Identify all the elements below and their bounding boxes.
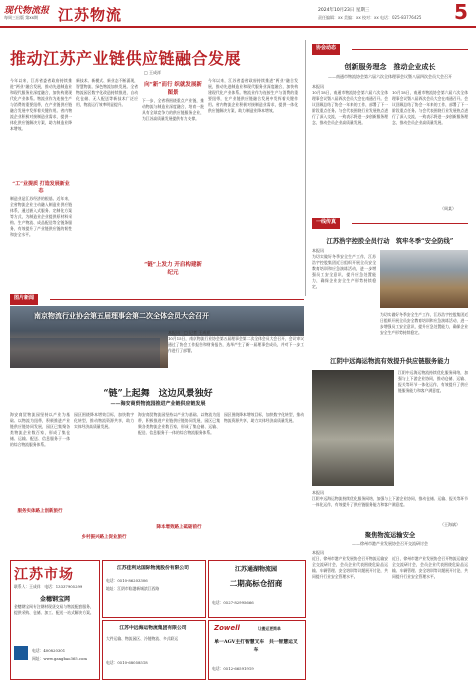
issue-date: 2024年10月23日 星期三 <box>318 8 370 13</box>
meeting-photo-overlay <box>10 338 160 368</box>
jiangyin-body: 江阴中远海运物流持续优化服务网络，加强与上下游企业协同，推动仓储、运输、报关等环节一体化运作，有效提升了供应链服务能力和客户满意度。 <box>398 370 468 393</box>
safety-title: 聚焦物流运输安全 <box>364 532 416 539</box>
association-credit: （周某） <box>440 206 456 211</box>
jiangyin-credit: （王海斌） <box>440 522 460 527</box>
ad-jinsui-tel: 电话：400820301 <box>32 648 66 653</box>
staff-line: 责任编辑：xx 美编：xx 校对：xx 电话：025-83776425 <box>318 15 422 20</box>
haian-body-col4: 园区围绕降本增效目标，加快数字化转型，推动物流资源共享，助力实体经济高质量发展。 <box>224 412 304 423</box>
ad-jinsui-body: 金穗钢宝网专注钢材现货交易与物流配套服务，提供采购、仓储、加工、配送一站式解决方案。 <box>14 604 94 615</box>
jiangyin-title: 江阴中远海运物流有效提升供应链服务能力 <box>330 358 450 365</box>
frontline-body: 为切实做好冬季安全生产工作，江苏浩宇控股集团近日组织开展全员安全教育培训和应急演练活动，进一步增强员工安全意识，提升应急处置能力，确保企业安全生产形势持续稳定。 <box>312 254 376 289</box>
masthead-sub: 每周三出版 第xx期 <box>4 15 39 20</box>
safety-body-col1: 近日，徐州市港产业发展协会召开物流运输安全交流研讨会，会员企业代表围绕危险品运输、车辆管理、安全培训等议题展开讨论，共同提升行业安全管理水平。 <box>312 556 388 579</box>
haian-subhead-3: 降本增效路上砥砺前行 <box>156 525 202 530</box>
lead-byline: □ 王成祥 <box>144 70 162 75</box>
lead-body-col2: 新技术、新模式、新业态不断涌现，智慧物流、绿色物流加快发展。全省物流园区数字化改造持续推进，自动化仓储、无人配送等新技术广泛应用，物流运行效率明显提升。 <box>76 78 138 107</box>
association-subtitle: ——南通市物流协会第六届六次全体理事会议暨八届四次会员大会召开 <box>328 74 452 79</box>
haian-body-col3: 海安商贸物流园坚持以产业为基础、以物流为纽带，积极推进产业链供应链协同发展，园区已集聚各类物流企业数百家，形成了集仓储、运输、配送、信息服务于一体的综合物流服务体系。 <box>138 412 220 435</box>
ad-jialida-title: 江苏佳利达国际物流股份有限公司 <box>117 565 189 571</box>
haian-subhead-2: 乡村振兴路上促业旅行 <box>81 535 127 540</box>
lead-subhead-1: “工”业提质 打造发展新业态 <box>12 181 70 194</box>
zowell-logo: Zowell <box>214 624 240 632</box>
ad-market-title: 江苏市场 <box>14 567 74 583</box>
lead-body-col1b: 制造业是江苏经济的根基。近年来，全省物流企业主动融入制造业供应链体系，通过嵌入式服务、定制化方案等方式，为制造业企业提供原材料采购、生产物流、成品配送等全链条服务，有效提升了产业链供应链的韧性和安全水平。 <box>10 196 72 237</box>
jiangyin-byline: 本报讯 <box>312 490 324 495</box>
newspaper-logo: 现代物流报 <box>4 6 50 16</box>
tag-rule-2 <box>352 223 468 224</box>
association-body-col1: 10月18日，南通市物流协会第六届六次全体理事会议暨八届四次会员大会在南通召开。会议回顾总结了协会一年来的工作，部署了下一阶段重点任务。与会代表围绕行业发展热点进行了深入交流，一致表示将进一步创新服务理念，推动会员企业高质量发展。 <box>312 90 388 125</box>
zowell-tel: 电话：0512-66591919 <box>212 666 254 671</box>
tag-rule-3 <box>50 299 304 300</box>
ad-jialida-addr: 地址：江阴市临港新城滨江西路 <box>106 586 160 591</box>
zowell-slogan: 让搬运更简单 <box>258 626 281 631</box>
haian-title: “链”上起舞 这边风景独好 <box>103 389 213 399</box>
frontline-body-col2: 为切实做好冬季安全生产工作，江苏浩宇控股集团近日组织开展全员安全教育培训和应急演练活动，进一步增强员工安全意识，提升应急处置能力，确保企业安全生产形势持续稳定。 <box>380 312 468 335</box>
lead-body-col1: 今年以来，江苏省委省政府持续推进“两业”融合发展，推动先进制造业和现代服务业深度融合，加快构建现代化产业体系。物流业作为连接生产与消费的重要纽带，在产业链供应链融合发展中发挥着关键作用。省内物流企业积极对接制造业需求，提供一体化供应链解决方案，助力制造业降本增效。 <box>10 78 72 131</box>
association-title: 创新服务理念 推动企业成长 <box>344 62 436 71</box>
frontline-byline: 本报讯 <box>312 248 324 253</box>
safety-byline: 本报讯 <box>312 550 324 555</box>
section-title: 江苏物流 <box>58 6 123 24</box>
lead-quote-1: 向“新”而行 织就发展新图景 <box>144 82 202 96</box>
photo-news-body: 10月15日，南京物流行业协会第五届理事会第二次全体会员大会召开，会议审议通过了协会工作报告和财务报告，选举产生了新一届理事会成员，并对下一步工作进行了部署。 <box>168 336 304 370</box>
photo-news-byline: 本报讯 □ 记者 王成祥 <box>168 330 211 335</box>
lead-headline: 推动江苏产业链供应链融合发展 <box>10 49 242 68</box>
haian-body-col1: 海安商贸物流园坚持以产业为基础、以物流为纽带，积极推进产业链供应链协同发展，园区已集聚各类物流企业数百家，形成了集仓储、运输、配送、信息服务于一体的综合物流服务体系。 <box>10 412 70 447</box>
page-number: 5 <box>454 0 468 24</box>
lead-quote-2: “链”上发力 开启构建新纪元 <box>144 262 202 276</box>
lead-body-col3: 下一步，全省将围绕重点产业链，推动物流与制造业深度融合，培育一批具有全球竞争力的供应链服务企业，为江苏高质量发展提供有力支撑。 <box>142 98 204 121</box>
column-divider <box>305 40 306 296</box>
jiangyin-body-2: 江阴中远海运物流持续优化服务网络，加强与上下游企业协同，推动仓储、运输、报关等环节一体化运作，有效提升了供应链服务能力和客户满意度。 <box>312 496 468 507</box>
ad-cosco-title: 江苏中远海运物流集团有限公司 <box>119 625 187 631</box>
haian-subtitle: ——海安商贸物流园推进产业链供应链发展 <box>110 401 206 407</box>
ad-tonghu-tel: 电话：0527-82995666 <box>212 600 254 605</box>
ad-jialida-tel: 电话：0510-86203306 <box>106 578 148 583</box>
safety-body-col2: 近日，徐州市港产业发展协会召开物流运输安全交流研讨会，会员企业代表围绕危险品运输、车辆管理、安全培训等议题展开讨论，共同提升行业安全管理水平。 <box>392 556 468 579</box>
tag-frontline: 一线传真 <box>312 218 340 229</box>
association-byline: 本报讯 <box>312 84 324 89</box>
tag-association-news: 协会动态 <box>312 44 340 55</box>
ad-cosco-tel: 电话：0510-68058518 <box>106 660 148 665</box>
haian-subhead-1: 服务实体路上创新旅行 <box>17 509 63 514</box>
safety-drill-photo <box>380 250 468 308</box>
lead-body-col4: 今年以来，江苏省委省政府持续推进“两业”融合发展，推动先进制造业和现代服务业深度融合，加快构建现代化产业体系。物流业作为连接生产与消费的重要纽带，在产业链供应链融合发展中发挥着关键作用。省内物流企业积极对接制造业需求，提供一体化供应链解决方案，助力制造业降本增效。 <box>208 78 298 113</box>
association-body-col2: 10月18日，南通市物流协会第六届六次全体理事会议暨八届四次会员大会在南通召开。会议回顾总结了协会一年来的工作，部署了下一阶段重点任务。与会代表围绕行业发展热点进行了深入交流，一致表示将进一步创新服务理念，推动会员企业高质量发展。 <box>392 90 468 125</box>
tag-rule <box>352 49 468 50</box>
ad-tonghu-title: 江苏通湖物流园 <box>234 566 277 573</box>
tag-photo-news: 图片新闻 <box>10 294 38 305</box>
frontline-title: 江苏浩宇控股全员行动 筑牢冬季“安全防线” <box>326 238 454 245</box>
jinsui-logo-icon <box>14 646 28 660</box>
warehouse-photo <box>312 370 394 486</box>
photo-caption: 南京物流行业协会第五届理事会第二次全体会员大会召开 <box>34 311 209 320</box>
zowell-body: 单一AGV主打智慧叉车 共一智慧运叉车 <box>214 639 298 653</box>
ad-jinsui-title: 金穗钢宝网 <box>39 596 70 603</box>
ad-market-contact: 联系人：王成祥 电话：13337905299 <box>14 584 83 589</box>
ad-tonghu-slogan: 二期高标仓招商 <box>229 579 283 588</box>
haian-body-col2: 园区围绕降本增效目标，加快数字化转型，推动物流资源共享，助力实体经济高质量发展。 <box>74 412 134 429</box>
ad-jinsui-web: 网址：www.gangbao365.com <box>32 656 87 661</box>
safety-subtitle: ——徐州市港产业发展协会召开交流研讨会 <box>352 541 428 546</box>
ad-cosco-body: 大件运输、物流园区、冷链物流、多式联运 <box>106 636 179 641</box>
